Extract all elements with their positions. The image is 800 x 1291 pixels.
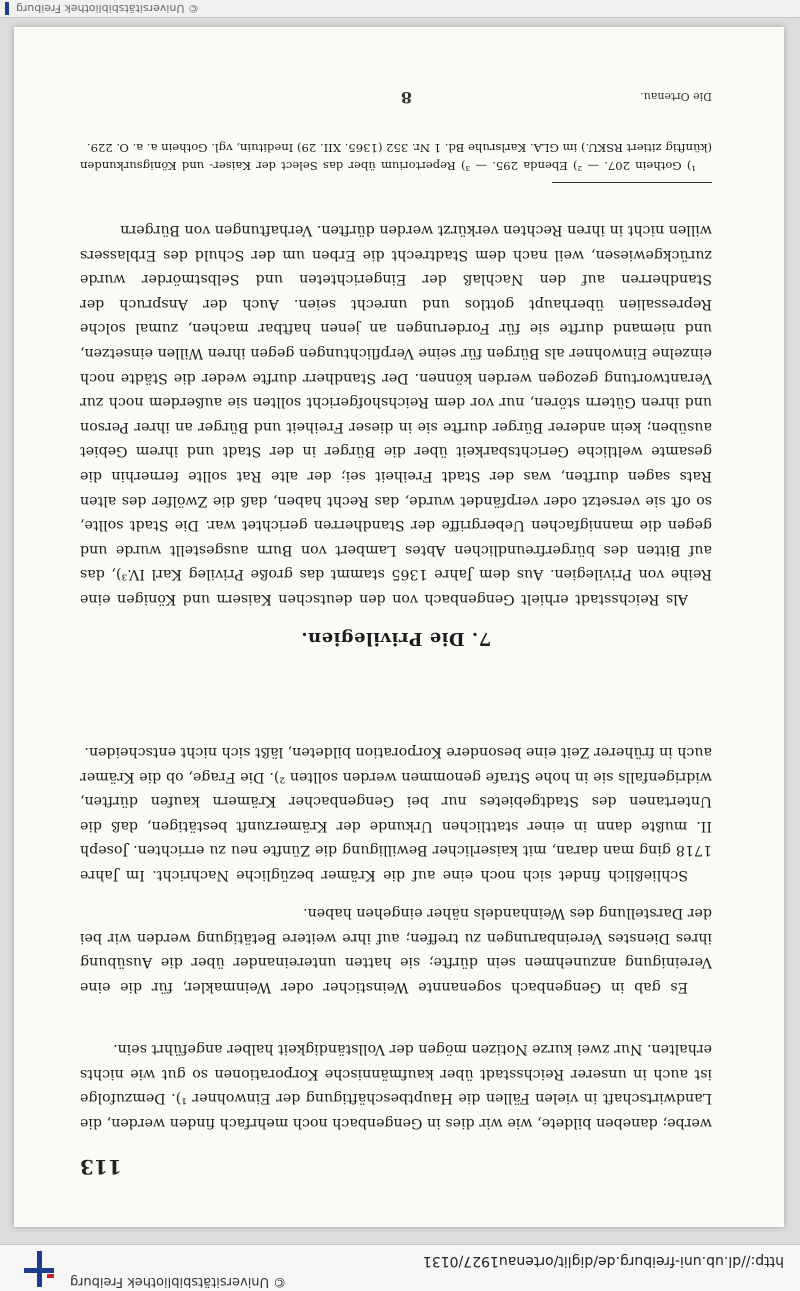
scanned-page	[14, 27, 784, 1227]
signature-title: Die Ortenau.	[640, 90, 712, 103]
source-url[interactable]: http://dl.ub.uni-freiburg.de/diglit/ortenau1927/0131	[422, 1253, 784, 1269]
footnotes: ¹) Gothein 207. — ²) Ebenda 295. — ³) Repertorium über das Select der Kaiser- und Königsurkunden (künftig zitiert RSKU.) im GLA. Karlsruhe Bd. 1 Nr. 352 (1365. XII. 29) Inedituin, vgl. Gothein a. a. O. 229.	[80, 141, 712, 173]
institution-credit: © Universitätsbibliothek Freiburg	[70, 1274, 287, 1289]
viewer-top-bar	[0, 1244, 800, 1291]
viewer-bottom-bar	[0, 0, 800, 18]
paragraph-privileges: Als Reichsstadt erhielt Gengenbach von den deutschen Kaisern und Königen eine Reihe von Privilegien. Aus dem Jahre 1365 stammt das große Privileg Karl IV.³), das auf Bitten des bürgerfreundlichen Abtes Lambert von Burn ausgestellt wurde und gegen die mannigfachen Uebergriffe der Standherren gerichtet war. Die Stadt sollte, so oft sie versetzt oder verpfändet wurde, das Recht haben, daß die Zwölfer des alten Rats sagen durften, was der Stadt Freiheit sei; der alte Rat sollte fernerhin die gesamte weltliche Gerichtsbarkeit über die Bürger in der Stadt und ihrem Gebiet ausüben; kein anderer Bürger durfte sie in dieser Freiheit und Bürger an ihrer Person und ihren Gütern stören, nur vor dem Reichshofgericht sollten sie außerdem noch zur Verantwortung gezogen werden können. Der Standherr durfte weder die Städte noch einzelne Einwohner als Bürgen für seine Verpflichtungen gegen ihren Willen einsetzen, und niemand durfte sie für Forderungen an jenen haftbar machen, zumal solche Repressalien überhaupt gottlos und unrecht seien. Auch der Anspruch der Standherren auf den Nachlaß der Eingerichteten und Selbstmörder wurde zurückgewiesen, weil nach dem Stadtrecht die Erben um der Schuld des Erblassers willen nicht in ihren Rechten verkürzt werden dürften. Verhaftungen von Bürgern	[80, 222, 712, 607]
institution-credit-footer: © Universitätsbibliothek Freiburg	[16, 2, 199, 15]
paragraph-kraemer: Schließlich findet sich noch eine auf die Krämer bezügliche Nachricht. Im Jahre 1718 ging man daran, mit kaiserlicher Bewilligung die Zünfte neu zu errichten. Joseph II. mußte dann in einer stattlichen Urkunde der Krämerzunft bestätigen, daß die Untertanen des Stadtgebietes nur bei Gengenbacher Krämern kaufen dürften, widrigenfalls sie in hohe Strafe genommen werden sollten ²). Die Frage, ob die Krämer auch in früherer Zeit eine besondere Korporation bildeten, läßt sich nicht entscheiden.	[80, 744, 712, 883]
logo-mark-icon	[5, 2, 9, 15]
footnote-divider	[552, 182, 712, 183]
signature-number: 8	[400, 88, 412, 107]
section-heading: 7. Die Privilegien.	[300, 628, 492, 649]
paragraph-weinsticher: Es gab in Gengenbach sogenannte Weinsticher oder Weinmakler, für die eine Vereinigung anzunehmen sein dürfte; sie hatten untereinander über die Ausübung ihres Dienstes Vereinbarungen zu treffen; auf ihre weitere Betätigung werden wir bei der Darstellung des Weinhandels näher eingehen haben.	[80, 905, 712, 995]
ub-freiburg-cross-logo-icon	[24, 1251, 54, 1287]
page-number: 113	[80, 1155, 122, 1179]
paragraph-trade: werbe; daneben bildete, wie wir dies in Gengenbach noch mehrfach finden werden, die Landwirtschaft in vielen Fällen die Hauptbeschäftigung der Einwohner ¹). Demzufolge ist auch in unserer Reichsstadt über kaufmännische Korporationen so gut wie nichts erhalten. Nur zwei kurze Notizen mögen der Vollständigkeit halber angeführt sein.	[80, 1041, 712, 1131]
